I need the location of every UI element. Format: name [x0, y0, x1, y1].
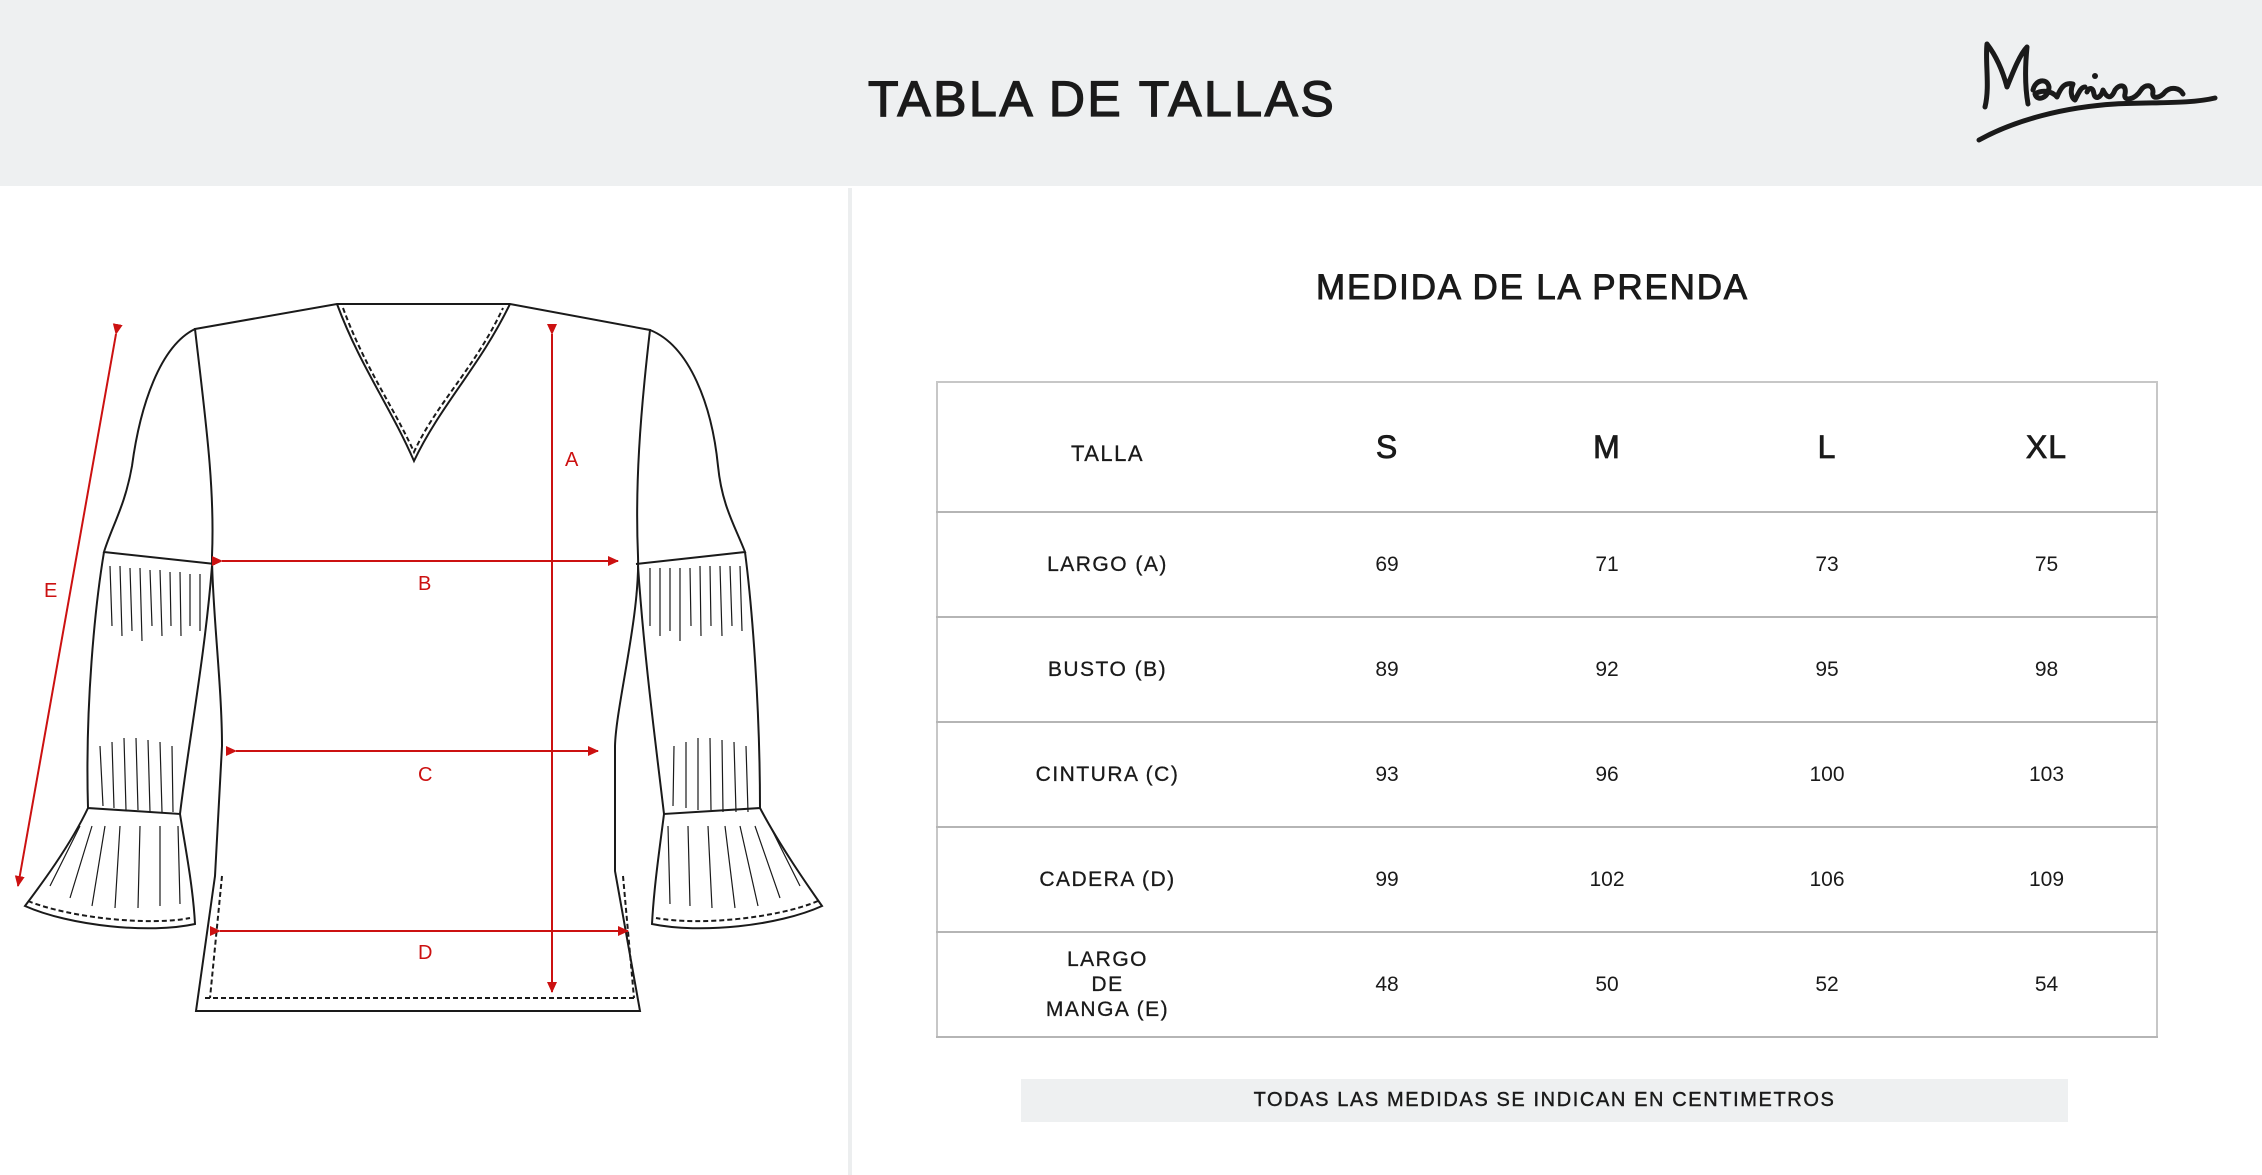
brand-logo: [1975, 32, 2225, 152]
row-label-line: LARGO: [1066, 948, 1149, 971]
section-title: MEDIDA DE LA PRENDA: [1316, 268, 1749, 307]
row-label-line: MANGA (E): [1045, 998, 1170, 1021]
row-label: CADERA (D): [937, 827, 1277, 932]
size-header: L: [1717, 382, 1937, 512]
table-cell: 98: [1937, 617, 2157, 722]
measure-label-a: A: [565, 449, 579, 471]
row-label: CINTURA (C): [937, 722, 1277, 827]
size-table: [936, 381, 2158, 1038]
table-row: [937, 617, 2157, 722]
row-label: LARGO (A): [937, 512, 1277, 617]
table-cell: 106: [1717, 827, 1937, 932]
size-header: XL: [1937, 382, 2157, 512]
table-cell: 71: [1497, 512, 1717, 617]
table-cell: 69: [1277, 512, 1497, 617]
table-cell: 100: [1717, 722, 1937, 827]
size-header: S: [1277, 382, 1497, 512]
measure-label-d: D: [418, 942, 433, 964]
measure-label-c: C: [418, 764, 433, 786]
table-cell: 103: [1937, 722, 2157, 827]
table-cell: 92: [1497, 617, 1717, 722]
table-cell: 99: [1277, 827, 1497, 932]
table-cell: 54: [1937, 932, 2157, 1037]
table-header-row: [937, 382, 2157, 512]
table-cell: 102: [1497, 827, 1717, 932]
units-note: TODAS LAS MEDIDAS SE INDICAN EN CENTIMETROS: [1021, 1079, 2068, 1122]
table-cell: 96: [1497, 722, 1717, 827]
table-cell: 48: [1277, 932, 1497, 1037]
garment-diagram: [0, 186, 848, 1175]
measure-label-b: B: [418, 573, 432, 595]
table-cell: 73: [1717, 512, 1937, 617]
measure-label-e: E: [44, 580, 58, 602]
table-cell: 50: [1497, 932, 1717, 1037]
table-cell: 75: [1937, 512, 2157, 617]
table-row: [937, 827, 2157, 932]
row-label: BUSTO (B): [937, 617, 1277, 722]
table-cell: 109: [1937, 827, 2157, 932]
vertical-divider: [848, 188, 852, 1175]
measure-lines: [18, 334, 628, 992]
header-label: TALLA: [937, 382, 1277, 512]
table-cell: 52: [1717, 932, 1937, 1037]
size-header: M: [1497, 382, 1717, 512]
table-row: [937, 932, 2157, 1037]
table-cell: 89: [1277, 617, 1497, 722]
row-label-line: DE: [1091, 973, 1124, 996]
blouse-outline: [25, 304, 822, 1011]
page-title: TABLA DE TALLAS: [868, 71, 1337, 127]
table-row: [937, 722, 2157, 827]
table-cell: 95: [1717, 617, 1937, 722]
table-row: [937, 512, 2157, 617]
table-cell: 93: [1277, 722, 1497, 827]
row-label: [937, 932, 1277, 1037]
